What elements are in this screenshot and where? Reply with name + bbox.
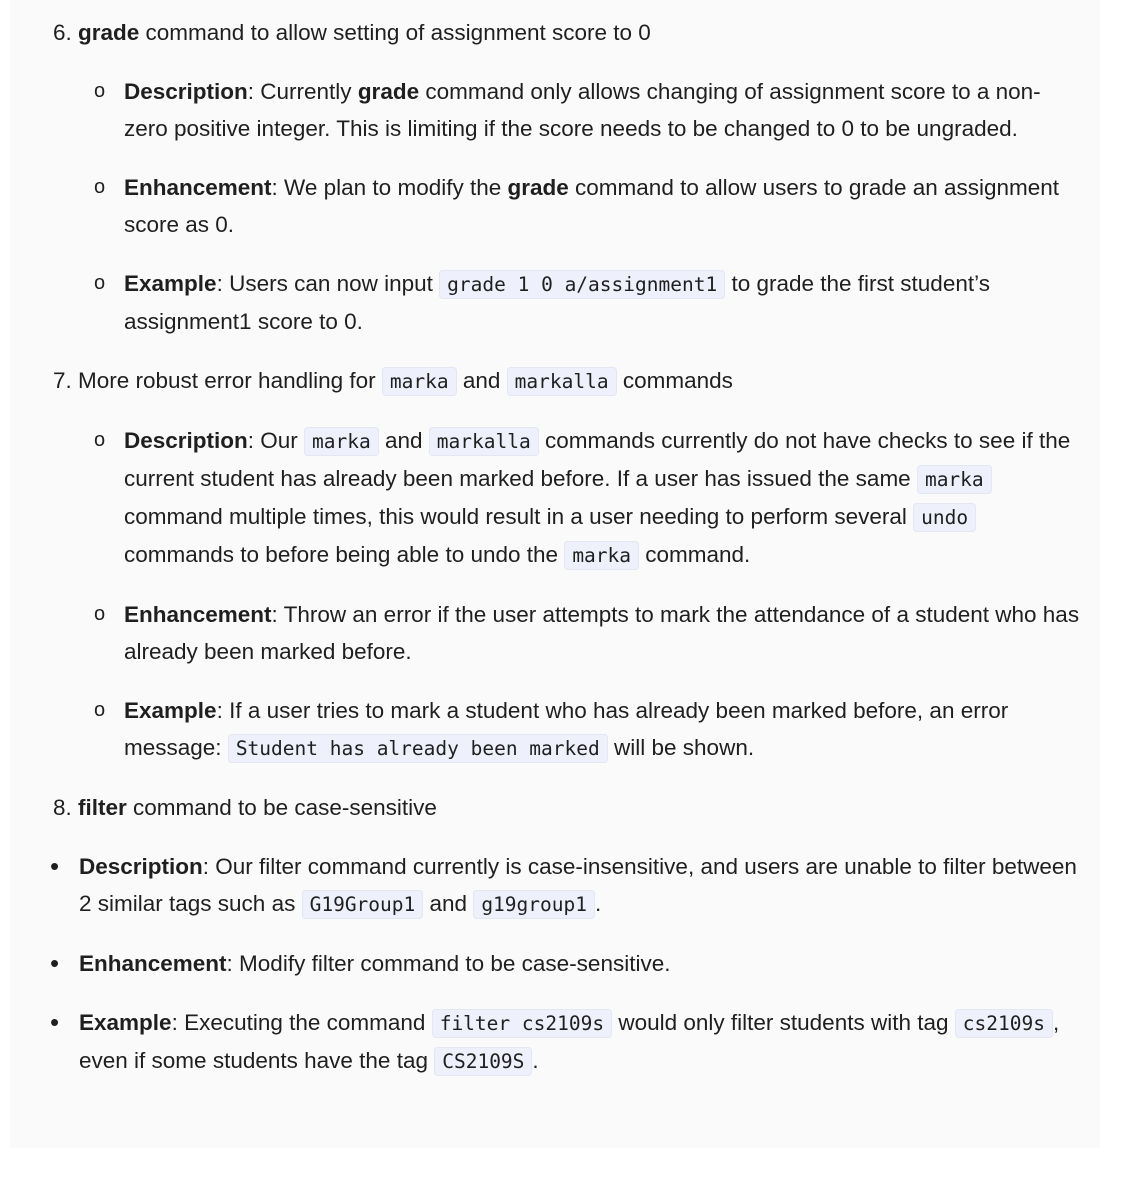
disc-bullet-icon: • xyxy=(50,948,60,978)
text: and xyxy=(456,368,507,393)
bold-text: Enhancement xyxy=(124,602,272,627)
list-number: 6. xyxy=(53,20,72,45)
text: and xyxy=(378,428,429,453)
inline-code: G19Group1 xyxy=(302,890,424,919)
inline-code: grade 1 0 a/assignment1 xyxy=(439,270,725,299)
bullet-list-item xyxy=(10,596,1100,670)
text: command to allow setting of assignment score to 0 xyxy=(139,20,651,45)
list-number: 8. xyxy=(53,795,72,820)
text: : Our filter command currently is case-insensitive, and users are unable to filter between 2 similar tags such as xyxy=(79,854,1077,916)
text: command only allows changing of assignment score to a non-zero positive integer. This is limiting if the score needs to be changed to 0 to be ungraded. xyxy=(124,79,1041,141)
bullet-list-item xyxy=(10,265,1100,340)
bold-text: Example xyxy=(124,271,217,296)
bullet-list-item xyxy=(10,945,1100,982)
inline-code: Student has already been marked xyxy=(228,734,608,763)
inline-code: marka xyxy=(917,465,992,494)
inline-code: markalla xyxy=(429,427,539,456)
bold-text: filter xyxy=(78,795,127,820)
text: command to be case-sensitive xyxy=(126,795,437,820)
bold-text: grade xyxy=(357,79,420,104)
bold-text: grade xyxy=(78,20,140,45)
text: commands currently do not have checks to see if the current student has already been marked before. If a user has issued the same xyxy=(124,428,1071,491)
text: , even if some students have the tag xyxy=(79,1010,1060,1073)
text: command to allow users to grade an assignment score as 0. xyxy=(124,175,1060,237)
disc-bullet-icon: • xyxy=(50,851,60,881)
circle-bullet-icon: o xyxy=(94,699,106,721)
text: : Users can now input xyxy=(216,271,440,296)
bold-text: Example xyxy=(124,698,217,723)
text: : We plan to modify the xyxy=(271,175,508,200)
bullet-list-item xyxy=(10,169,1100,243)
bold-text: Example xyxy=(79,1010,172,1035)
circle-bullet-icon: o xyxy=(94,429,106,451)
inline-code: undo xyxy=(913,503,976,532)
text: would only filter students with tag xyxy=(612,1010,955,1035)
bullet-list-item xyxy=(10,422,1100,574)
bold-text: Description xyxy=(124,428,248,453)
text: commands xyxy=(616,368,733,393)
text: and xyxy=(423,891,474,916)
text: : Throw an error if the user attempts to mark the attendance of a student who has already been marked before. xyxy=(124,602,1080,664)
bold-text: Enhancement xyxy=(124,175,272,200)
bullet-list-item xyxy=(10,1004,1100,1080)
inline-code: marka xyxy=(304,427,379,456)
circle-bullet-icon: o xyxy=(94,80,106,102)
bold-text: grade xyxy=(507,175,569,200)
inline-code: markalla xyxy=(507,367,617,396)
document-panel xyxy=(10,0,1100,1148)
text: command multiple times, this would result in a user needing to perform several xyxy=(124,504,914,529)
text: : Modify filter command to be case-sensitive. xyxy=(226,951,671,976)
text: commands to before being able to undo the xyxy=(124,542,565,567)
list-number: 7. xyxy=(53,368,72,393)
document-body xyxy=(10,14,1100,1102)
numbered-list-item xyxy=(10,789,1100,826)
bold-text: Description xyxy=(124,79,248,104)
inline-code: cs2109s xyxy=(955,1009,1053,1038)
circle-bullet-icon: o xyxy=(94,272,106,294)
text: will be shown. xyxy=(607,735,755,760)
inline-code: g19group1 xyxy=(473,890,595,919)
numbered-list-item xyxy=(10,14,1100,51)
inline-code: marka xyxy=(382,367,457,396)
disc-bullet-icon: • xyxy=(50,1007,60,1037)
bold-text: Enhancement xyxy=(79,951,227,976)
text: : If a user tries to mark a student who has already been marked before, an error message: xyxy=(124,698,1009,760)
inline-code: CS2109S xyxy=(434,1047,532,1076)
text: : Our xyxy=(247,428,305,453)
text: to grade the first student’s assignment1 score to 0. xyxy=(124,271,990,334)
bullet-list-item xyxy=(10,692,1100,767)
circle-bullet-icon: o xyxy=(94,176,106,198)
text: : Executing the command xyxy=(171,1010,432,1035)
text: command. xyxy=(639,542,751,567)
text: : Currently xyxy=(247,79,358,104)
bullet-list-item xyxy=(10,73,1100,147)
inline-code: marka xyxy=(564,541,639,570)
circle-bullet-icon: o xyxy=(94,603,106,625)
text: More robust error handling for xyxy=(78,368,382,393)
inline-code: filter cs2109s xyxy=(432,1009,612,1038)
bold-text: Description xyxy=(79,854,203,879)
numbered-list-item xyxy=(10,362,1100,400)
bullet-list-item xyxy=(10,848,1100,923)
text: . xyxy=(532,1048,539,1073)
text: . xyxy=(594,891,602,916)
